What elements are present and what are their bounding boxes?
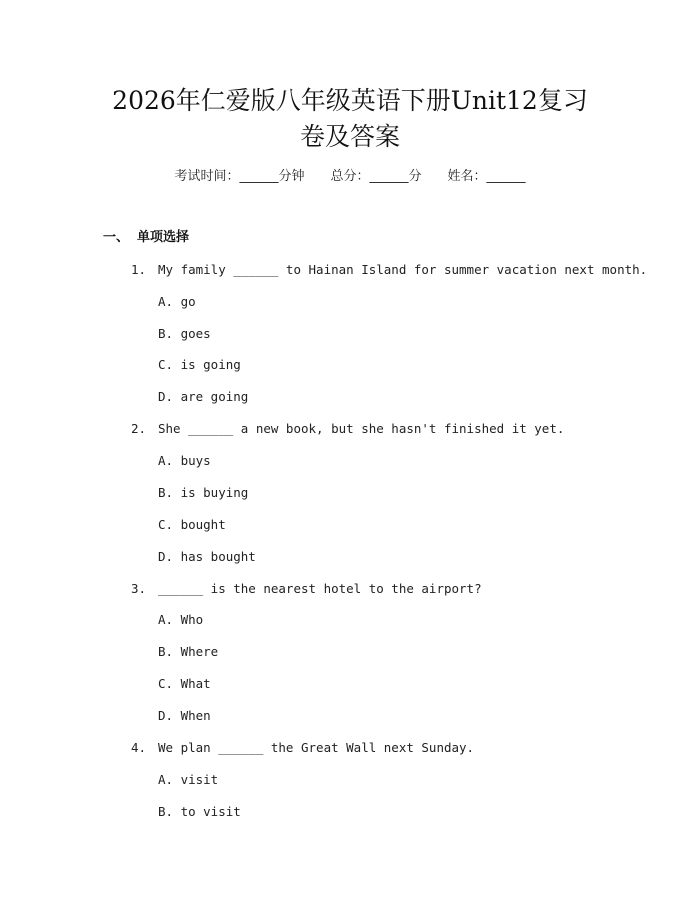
question-number: 1. xyxy=(131,262,147,277)
question-4-option-a: A. visit xyxy=(158,772,219,787)
question-2-option-d: D. has bought xyxy=(158,549,256,564)
question-4-option-b: B. to visit xyxy=(158,804,241,819)
question-1-option-a: A. go xyxy=(158,294,196,309)
question-number: 3. xyxy=(131,581,147,596)
question-text: ______ is the nearest hotel to the airport? xyxy=(158,581,482,596)
doc-title-line-1: 2026年仁爱版八年级英语下册Unit12复习 xyxy=(112,86,588,115)
question-3-option-d: D. When xyxy=(158,708,211,723)
exam-info-row xyxy=(0,168,700,186)
question-2 xyxy=(131,420,564,438)
question-1 xyxy=(131,261,647,279)
question-3-option-a: A. Who xyxy=(158,612,204,627)
exam-time-label: 考试时间：______分钟 xyxy=(174,169,305,184)
question-3-option-c: C. What xyxy=(158,676,211,691)
section-heading xyxy=(103,229,189,247)
question-number: 4. xyxy=(131,740,147,755)
question-text: My family ______ to Hainan Island for summer vacation next month. xyxy=(158,262,648,277)
exam-name-label: 姓名：______ xyxy=(447,169,526,184)
question-1-option-d: D. are going xyxy=(158,389,249,404)
section-number: 一、 xyxy=(103,230,130,245)
exam-score-label: 总分：______分 xyxy=(330,169,422,184)
question-1-option-b: B. goes xyxy=(158,326,211,341)
question-4 xyxy=(131,739,474,757)
question-text: We plan ______ the Great Wall next Sunday. xyxy=(158,740,475,755)
section-title: 单项选择 xyxy=(137,230,190,245)
question-number: 2. xyxy=(131,421,147,436)
question-text: She ______ a new book, but she hasn't finished it yet. xyxy=(158,421,565,436)
question-2-option-a: A. buys xyxy=(158,453,211,468)
question-2-option-c: C. bought xyxy=(158,517,226,532)
question-2-option-b: B. is buying xyxy=(158,485,249,500)
question-3-option-b: B. Where xyxy=(158,644,219,659)
question-1-option-c: C. is going xyxy=(158,357,241,372)
doc-title-line-2: 卷及答案 xyxy=(299,122,400,151)
question-3 xyxy=(131,580,482,598)
